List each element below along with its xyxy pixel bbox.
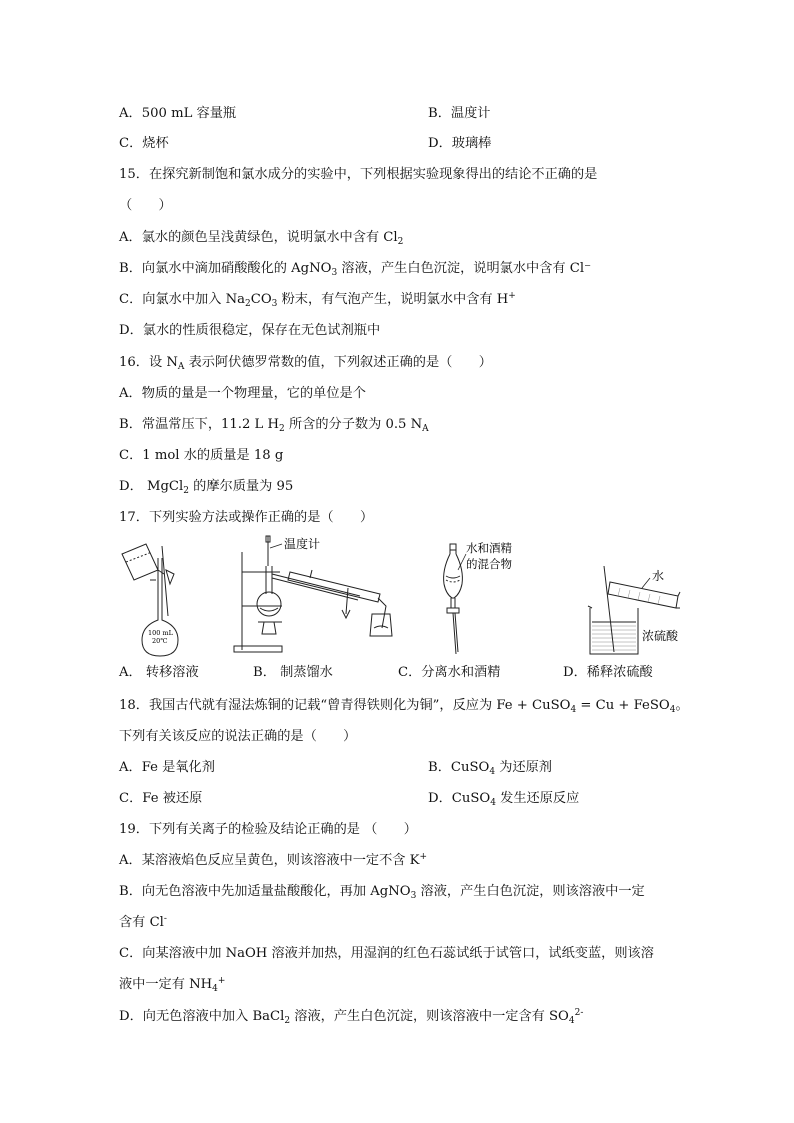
q15-option-d: D．氯水的性质很稳定，保存在无色试剂瓶中	[119, 323, 381, 338]
superscript: 2-	[574, 1008, 584, 1018]
q15-option-a	[119, 228, 403, 248]
thermometer-label: 温度计	[284, 537, 321, 551]
subscript: 2	[183, 486, 189, 496]
text: 。	[675, 698, 689, 713]
text: 18．我国古代就有湿法炼铜的记载“曾青得铁则化为铜”，反应为 Fe + CuSO	[119, 698, 571, 713]
flask-temp-label: 20℃	[152, 637, 168, 645]
text: 粉末，有气泡产生，说明氯水中含有 H	[277, 292, 509, 307]
q17-caption-d: D．稀释浓硫酸	[563, 665, 653, 680]
text: 溶液，产生白色沉淀，则该溶液中一定	[416, 884, 645, 899]
q16-option-b	[119, 415, 429, 435]
text: 所含的分子数为 0.5 N	[284, 417, 423, 432]
q19-option-c: C．向某溶液中加 NaOH 溶液并加热，用湿润的红色石蕊试纸于试管口，试纸变蓝，则该溶	[119, 946, 654, 961]
text: 含有 Cl	[119, 915, 164, 930]
q18-option-c: C．Fe 被还原	[119, 791, 203, 806]
subscript: 4	[568, 1016, 575, 1026]
text: = Cu + FeSO	[576, 698, 670, 713]
q19-option-b-cont	[119, 913, 167, 933]
subscript: 2	[284, 1016, 291, 1026]
q19-option-b	[119, 882, 645, 902]
text: D．CuSO	[428, 791, 491, 806]
q17-caption-a: A． 转移溶液	[119, 665, 199, 680]
subscript: 2	[279, 424, 285, 434]
text: B．向氯水中滴加硝酸酸化的 AgNO	[119, 261, 332, 276]
mixture-label-line1: 水和酒精	[466, 541, 512, 555]
q17-caption-b: B． 制蒸馏水	[253, 665, 333, 680]
text: A．某溶液焰色反应呈黄色，则该溶液中一定不含 K	[119, 853, 420, 868]
figure-a-transfer-solution	[112, 540, 212, 658]
text: A．氯水的颜色呈浅黄绿色，说明氯水中含有 Cl	[119, 230, 398, 245]
text: B．常温常压下，11.2 L H	[119, 417, 280, 432]
acid-label: 浓硫酸	[642, 629, 679, 643]
subscript: 2	[397, 237, 404, 247]
superscript: -	[163, 914, 167, 924]
subscript: 4	[669, 705, 676, 715]
q19-option-c-cont	[119, 975, 225, 995]
text: D．向无色溶液中加入 BaCl	[119, 1009, 285, 1024]
q14-option-a: A．500 mL 容量瓶	[119, 106, 237, 121]
q18-option-b	[428, 758, 552, 778]
q18-option-a: A．Fe 是氧化剂	[119, 760, 215, 775]
text: 溶液，产生白色沉淀，则该溶液中一定含有 SO	[290, 1009, 569, 1024]
q15-option-b	[119, 259, 591, 279]
q19-stem: 19．下列有关离子的检验及结论正确的是 （ ）	[119, 822, 417, 837]
q14-option-d: D．玻璃棒	[428, 136, 492, 151]
text: B．向无色溶液中先加适量盐酸酸化，再加 AgNO	[119, 884, 411, 899]
q18-option-d	[428, 789, 579, 809]
water-label: 水	[652, 569, 665, 583]
subscript: A	[422, 424, 429, 434]
dilution-apparatus-icon	[580, 556, 710, 658]
mixture-label-line2: 的混合物	[466, 557, 512, 571]
flask-volume-label: 100 mL	[148, 629, 173, 637]
figure-c-separating-funnel	[430, 540, 540, 658]
text: D． MgCl	[119, 479, 184, 494]
distillation-apparatus-icon	[230, 534, 400, 656]
q16-option-a: A．物质的量是一个物理量，它的单位是个	[119, 386, 366, 401]
subscript: 2	[245, 299, 251, 309]
superscript: +	[217, 976, 226, 986]
text: 发生还原反应	[495, 791, 580, 806]
text: C．向氯水中加入 Na	[119, 292, 245, 307]
subscript: 3	[410, 891, 417, 901]
q19-option-a	[119, 851, 427, 871]
q15-stem: 15．在探究新制饱和氯水成分的实验中，下列根据实验现象得出的结论不正确的是	[119, 167, 598, 182]
text: B．CuSO	[428, 760, 490, 775]
q14-option-c: C．烧杯	[119, 136, 169, 151]
text: 的摩尔质量为 95	[188, 479, 294, 494]
text: 溶液，产生白色沉淀，说明氯水中含有 Cl⁻	[337, 261, 592, 276]
separating-funnel-icon	[430, 540, 540, 658]
q14-option-b: B．温度计	[428, 106, 491, 121]
transfer-apparatus-icon	[112, 540, 212, 658]
subscript: 4	[490, 798, 496, 808]
q16-option-d	[119, 477, 293, 497]
figure-d-dilute-acid	[580, 556, 710, 658]
superscript: +	[419, 852, 428, 862]
subscript: A	[177, 362, 185, 372]
text: 液中一定有 NH	[119, 977, 213, 992]
superscript: +	[508, 291, 516, 301]
subscript: 4	[489, 767, 496, 777]
subscript: 4	[570, 705, 577, 715]
q15-option-c	[119, 290, 516, 310]
q18-stem	[119, 696, 689, 716]
q17-caption-c: C．分离水和酒精	[398, 665, 501, 680]
figure-b-distillation	[230, 534, 400, 656]
q17-stem: 17．下列实验方法或操作正确的是（ ）	[119, 510, 374, 525]
text: CO	[250, 292, 272, 307]
text: 为还原剂	[495, 760, 552, 775]
q16-option-c: C．1 mol 水的质量是 18 g	[119, 448, 284, 463]
q18-stem-line2: 下列有关该反应的说法正确的是（ ）	[119, 729, 357, 744]
text: 表示阿伏德罗常数的值，下列叙述正确的是（ ）	[184, 355, 492, 370]
text: 16．设 N	[119, 355, 178, 370]
subscript: 3	[331, 268, 338, 278]
q15-answer-paren: （ ）	[119, 198, 172, 213]
subscript: 3	[271, 299, 278, 309]
q16-stem	[119, 353, 492, 373]
q19-option-d	[119, 1007, 583, 1027]
subscript: 4	[212, 984, 218, 994]
